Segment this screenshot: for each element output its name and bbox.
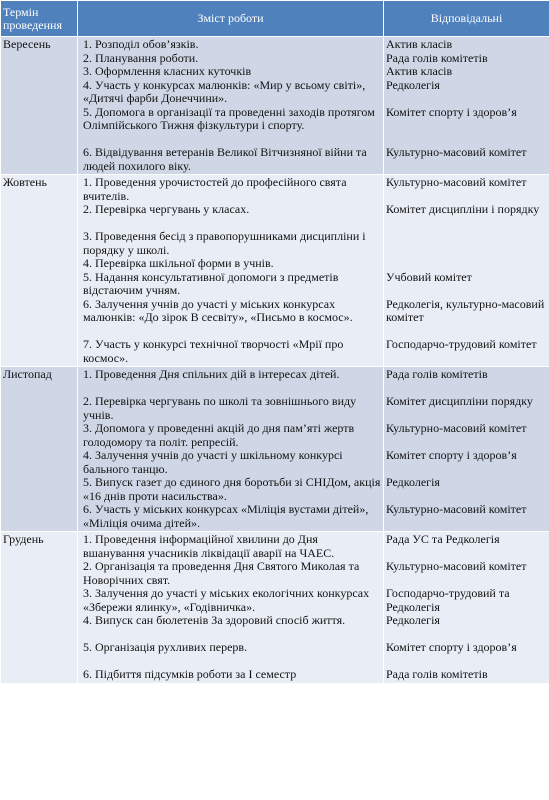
- table-row: [1, 175, 549, 367]
- work-item: 1. Проведення інформаційної хвилини до Дня вшанування учасників ліквідації аварії на ЧАЕС.: [83, 532, 335, 560]
- responsible-item: [386, 257, 547, 271]
- month-cell: Листопад: [1, 367, 78, 532]
- responsible-item: Учбовий комітет: [386, 269, 472, 284]
- header-content: Зміст роботи: [78, 1, 384, 37]
- work-item: 4. Випуск сан бюлетенів За здоровий спосіб життя.: [83, 613, 346, 627]
- responsible-item: Господарчо-трудовий та Редколегія: [386, 586, 510, 614]
- work-item: 2. Планування роботи.: [83, 50, 199, 65]
- header-term: Термін проведення: [1, 1, 78, 37]
- work-item: 4. Залучення учнів до участі у шкільному конкурсі бального танцю.: [83, 448, 343, 476]
- work-item: 6. Залучення учнів до участі у міських конкурсах малюнків: «До зірок В сесвіту», «Письмо в космос».: [83, 296, 353, 324]
- table-row: [1, 532, 549, 683]
- work-item: 1. Проведення Дня спільних дій в інтересах дітей.: [83, 367, 340, 381]
- table-body: [1, 37, 549, 683]
- work-item: 3. Оформлення класних куточків: [83, 64, 252, 78]
- responsible-item: Комітет спорту і здоров’я: [386, 104, 517, 119]
- responsible-item: Рада голів комітетів: [386, 367, 488, 381]
- work-item: 1. Розподіл обов’язків.: [83, 37, 199, 51]
- responsible-item: Рада голів комітетів: [386, 667, 488, 681]
- work-item: 2. Організація та проведення Дня Святого Миколая та Новорічних свят.: [83, 559, 360, 587]
- responsible-item: Рада голів комітетів: [386, 50, 488, 65]
- work-item: 2. Перевірка чергувань у класах.: [83, 202, 250, 216]
- work-item: 3. Проведення бесід з правопорушниками дисципліни і порядку у школі.: [83, 229, 366, 257]
- table-row: [1, 37, 549, 175]
- responsible-item: Культурно-масовий комітет: [386, 145, 527, 159]
- responsible-cell: [384, 367, 549, 532]
- work-cell: [78, 367, 384, 532]
- responsible-item: Культурно-масовий комітет: [386, 421, 527, 435]
- work-cell: [78, 175, 384, 367]
- responsible-item: Господарчо-трудовий комітет: [386, 337, 537, 351]
- work-item: 5. Допомога в організації та проведенні заходів протягом Олімпійського Тижня фізкультури і спорту.: [83, 104, 375, 132]
- work-item: 2. Перевірка чергувань по школі та зовнішнього виду учнів.: [83, 394, 357, 422]
- responsible-item: Комітет спорту і здоров’я: [386, 448, 517, 462]
- month-cell: Грудень: [1, 532, 78, 683]
- month-cell: Вересень: [1, 37, 78, 175]
- responsible-item: Комітет дисципліни порядку: [386, 394, 533, 408]
- responsible-item: Редколегія: [386, 77, 440, 92]
- table-row: [1, 367, 549, 532]
- responsible-cell: [384, 37, 549, 175]
- work-item: 6. Підбиття підсумків роботи за І семестр: [83, 667, 297, 681]
- responsible-item: Редколегія: [386, 475, 440, 489]
- responsible-item: Культурно-масовий комітет: [386, 502, 527, 516]
- header-responsible: Відповідальні: [384, 1, 549, 37]
- responsible-item: Культурно-масовий комітет: [386, 559, 527, 573]
- responsible-item: [386, 230, 547, 257]
- work-cell: [78, 37, 384, 175]
- work-item: 4. Перевірка шкільної форми в учнів.: [83, 256, 274, 270]
- responsible-item: Редколегія: [386, 613, 440, 627]
- work-item: 4. Участь у конкурсах малюнків: «Мир у всьому світі», «Дитячі фарби Донеччини».: [83, 77, 366, 105]
- month-cell: Жовтень: [1, 175, 78, 367]
- work-item: 6. Участь у міських конкурсах «Міліція вустами дітей», «Міліція очима дітей».: [83, 502, 369, 530]
- responsible-item: Рада УС та Редколегія: [386, 532, 500, 546]
- responsible-cell: [384, 175, 549, 367]
- work-item: 5. Надання консультативної допомоги з предметів відстаючим учням.: [83, 269, 339, 297]
- table-header-row: [1, 1, 549, 37]
- work-item: 6. Відвідування ветеранів Великої Вітчизняної війни та людей похилого віку.: [83, 145, 367, 173]
- responsible-item: Актив класів: [386, 64, 453, 78]
- responsible-item: Комітет спорту і здоров’я: [386, 640, 517, 654]
- work-item: 5. Організація рухливих перерв.: [83, 640, 248, 654]
- responsible-item: Культурно-масовий комітет: [386, 175, 527, 189]
- work-item: 3. Залучення до участі у міських екологічних конкурсах «Збережи ялинку», «Годівничка».: [83, 586, 370, 614]
- work-item: 7. Участь у конкурсі технічної творчості «Мрії про космос».: [83, 337, 344, 365]
- work-item: 3. Допомога у проведенні акцій до дня пам’яті жертв голодомору та політ. репресій.: [83, 421, 355, 449]
- work-cell: [78, 532, 384, 683]
- responsible-item: Комітет дисципліни і порядку: [386, 202, 540, 216]
- work-item: 5. Випуск газет до єдиного дня боротьби зі СНІДом, акція «16 днів проти насильства».: [83, 475, 381, 503]
- responsible-cell: [384, 532, 549, 683]
- responsible-item: Редколегія, культурно-масовий комітет: [386, 296, 545, 324]
- responsible-item: Актив класів: [386, 37, 453, 51]
- work-item: 1. Проведення урочистостей до професійного свята вчителів.: [83, 175, 347, 203]
